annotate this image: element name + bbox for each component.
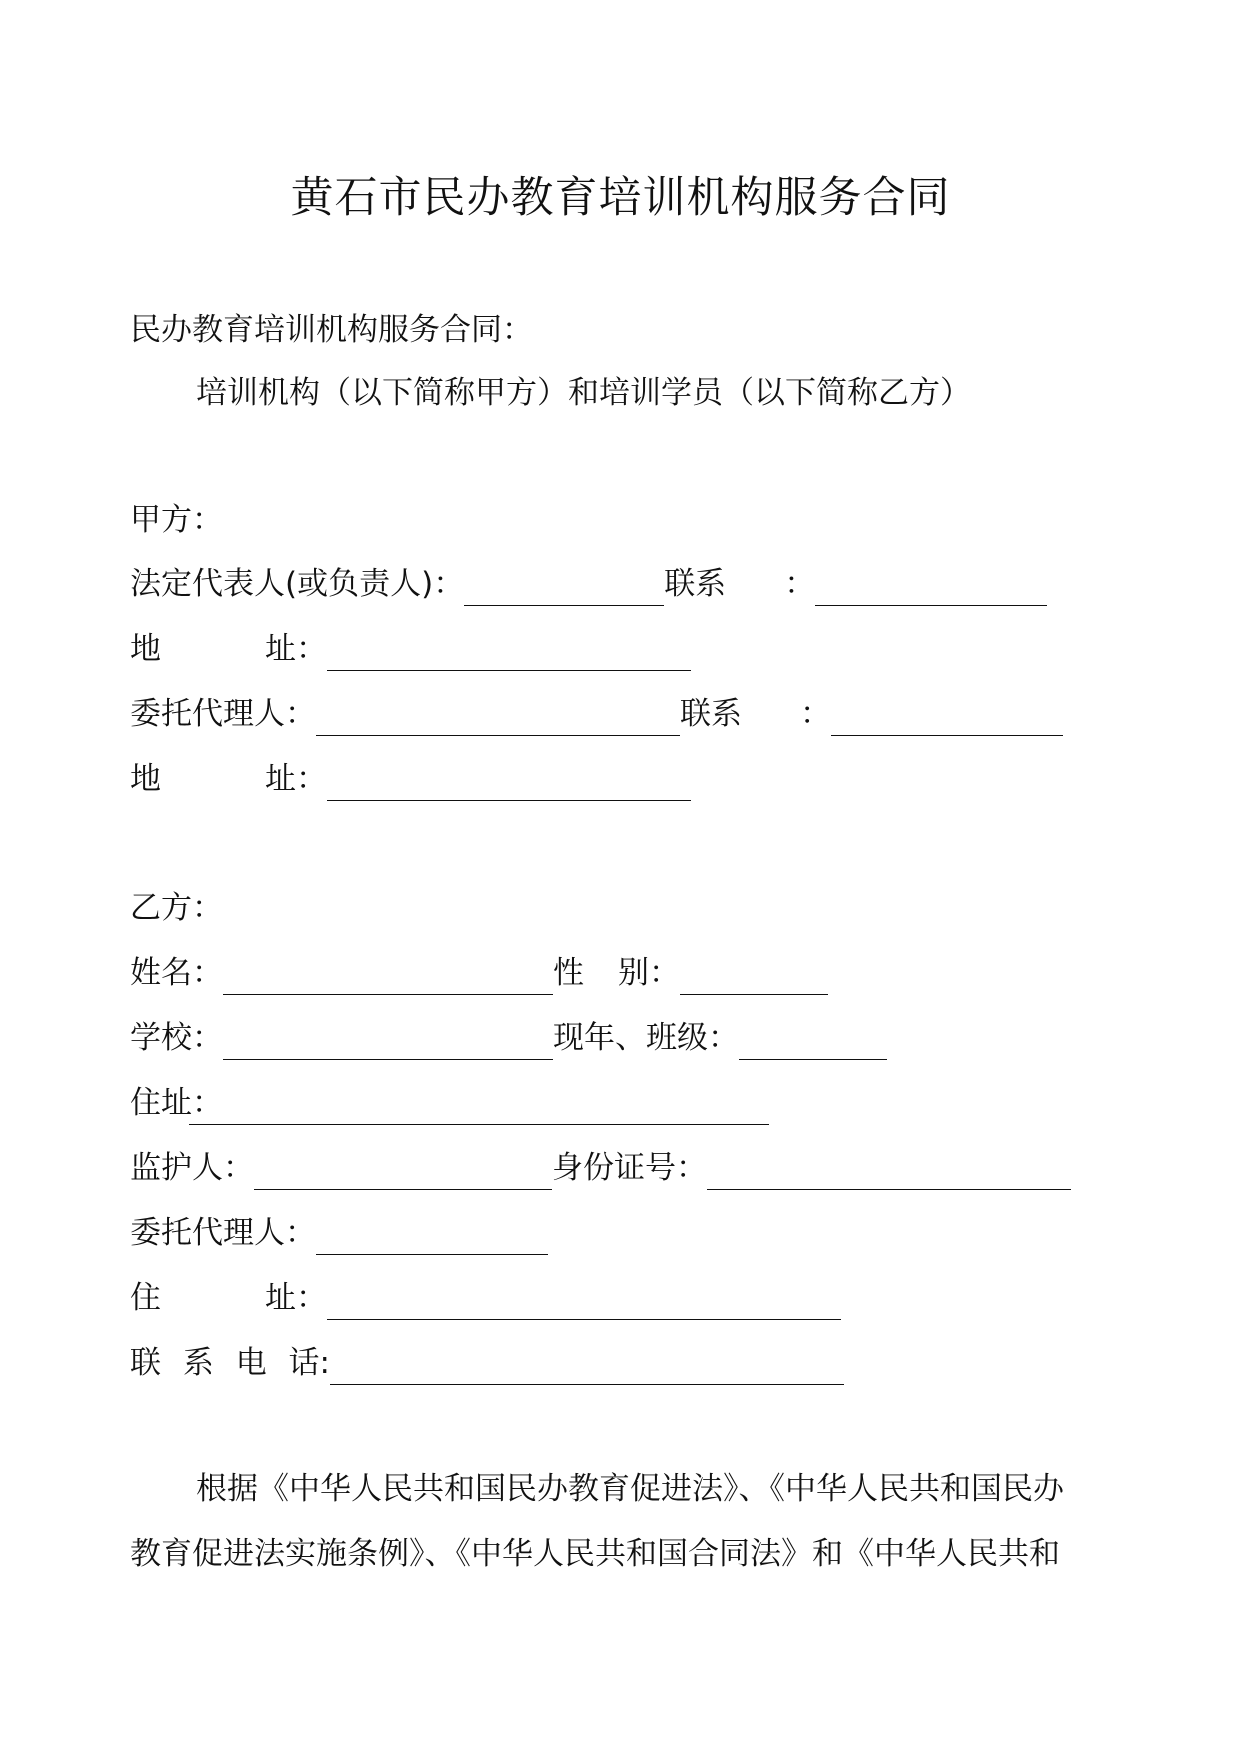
party-a-heading: 甲方：: [130, 502, 223, 538]
party-b-phone-row: [130, 1341, 844, 1385]
party-b-address-row: [130, 1276, 841, 1320]
party-b-agent-field[interactable]: [316, 1218, 548, 1255]
gender-char-1: 性: [553, 955, 584, 991]
party-b-guardian-row: [130, 1146, 1071, 1190]
body-paragraph-line-2: 教育促进法实施条例》、《中华人民共和国合同法》和《中华人民共和: [130, 1536, 1060, 1572]
name-label: 姓名：: [130, 955, 223, 991]
address2-char-1: 地: [130, 761, 161, 797]
contact-colon: ：: [784, 566, 816, 602]
legal-rep-label: 法定代表人(或负责人)：: [130, 566, 465, 602]
address-char-1: 地: [130, 631, 161, 667]
contact-label: 联系: [664, 566, 727, 602]
document-title: 黄石市民办教育培训机构服务合同: [290, 173, 951, 223]
residence-label: 住址：: [130, 1085, 223, 1121]
address-char-2: 址：: [265, 631, 327, 667]
party-b-address-char-2: 址：: [265, 1280, 327, 1316]
party-b-school-row: [130, 1016, 887, 1060]
party-b-name-row: [130, 951, 828, 995]
school-label: 学校：: [130, 1020, 223, 1056]
party-a-address-row: [130, 627, 691, 671]
body-paragraph-line-1: 根据《中华人民共和国民办教育促进法》、《中华人民共和国民办: [196, 1471, 1064, 1507]
subtitle: 民办教育培训机构服务合同：: [130, 312, 533, 348]
party-b-agent-row: [130, 1211, 548, 1255]
party-b-residence-row: [130, 1081, 769, 1125]
grade-label: 现年、班级：: [553, 1020, 739, 1056]
party-b-address-char-1: 住: [130, 1280, 161, 1316]
party-a-contact-field[interactable]: [815, 569, 1047, 606]
party-b-agent-label: 委托代理人：: [130, 1215, 316, 1251]
school-field[interactable]: [223, 1023, 553, 1060]
agent-contact-colon: ：: [800, 696, 831, 732]
legal-rep-field[interactable]: [464, 569, 664, 606]
party-a-legal-rep-row: [130, 562, 1047, 606]
guardian-field[interactable]: [254, 1153, 552, 1190]
party-a-agent-address-field[interactable]: [327, 764, 691, 801]
agent-label: 委托代理人：: [130, 696, 316, 732]
name-field[interactable]: [223, 958, 553, 995]
party-b-heading: 乙方：: [130, 890, 223, 926]
party-a-address-field[interactable]: [327, 634, 691, 671]
guardian-label: 监护人：: [130, 1150, 254, 1186]
residence-field[interactable]: [189, 1088, 769, 1125]
party-b-address-field[interactable]: [327, 1283, 841, 1320]
party-a-address2-row: [130, 757, 691, 801]
id-number-field[interactable]: [707, 1153, 1071, 1190]
address2-char-2: 址：: [265, 761, 327, 797]
phone-field[interactable]: [330, 1348, 844, 1385]
parties-intro: 培训机构（以下简称甲方）和培训学员（以下简称乙方）: [196, 375, 971, 411]
party-a-agent-field[interactable]: [316, 699, 680, 736]
gender-field[interactable]: [680, 958, 828, 995]
grade-field[interactable]: [739, 1023, 887, 1060]
phone-label: 联 系 电 话:: [130, 1345, 331, 1381]
gender-char-2: 别：: [618, 955, 680, 991]
party-a-agent-contact-field[interactable]: [831, 699, 1063, 736]
party-a-agent-row: [130, 692, 1063, 736]
agent-contact-label: 联系: [680, 696, 742, 732]
id-label: 身份证号：: [552, 1150, 707, 1186]
